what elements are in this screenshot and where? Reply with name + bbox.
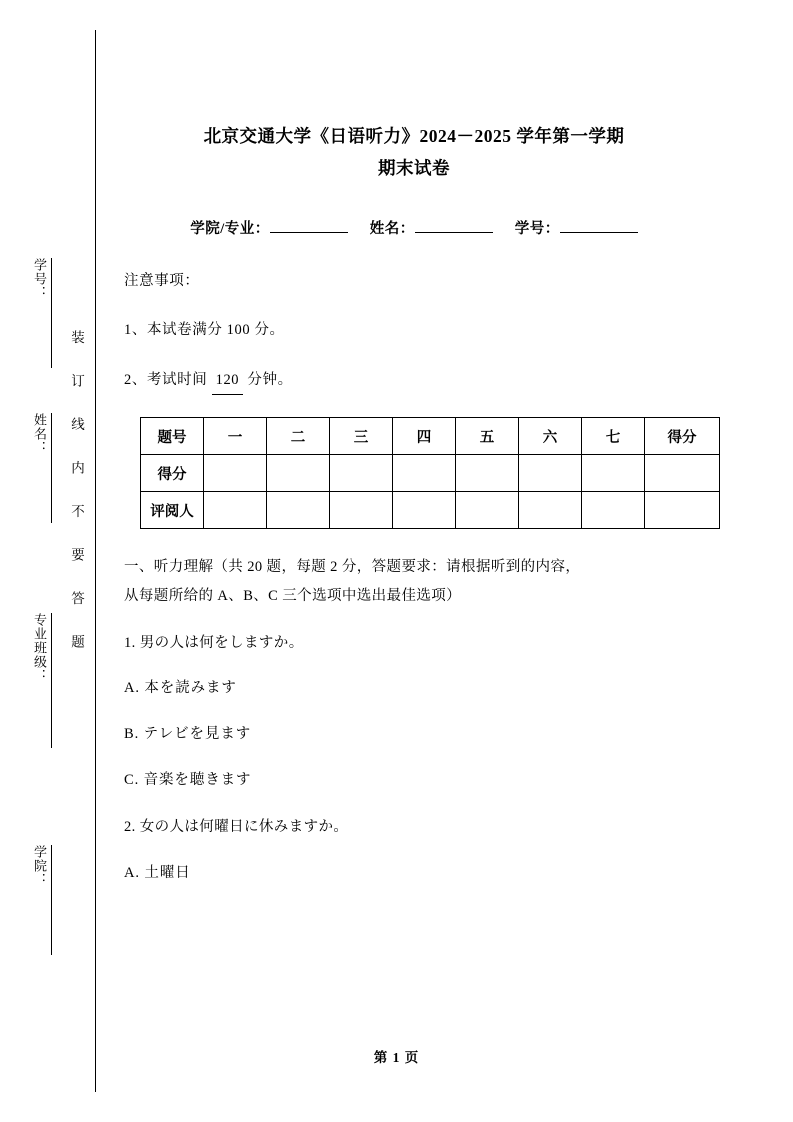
score-cell[interactable] xyxy=(456,455,519,492)
section-heading xyxy=(124,553,704,610)
score-cell[interactable] xyxy=(645,492,720,529)
question-1-option-b[interactable]: B. テレビを見ます xyxy=(124,726,252,743)
score-cell[interactable] xyxy=(267,455,330,492)
score-cell: 六 xyxy=(519,418,582,455)
exam-content xyxy=(124,0,704,902)
section-heading-line1: 一、听力理解（共 20 题，每题 2 分，答题要求：请根据听到的内容， xyxy=(124,559,581,576)
field-label-college: 学院/专业： xyxy=(190,220,270,237)
exam-title-line2: 期末试卷 xyxy=(378,158,450,179)
sidebar-field-college: 学院： xyxy=(30,845,52,955)
sidebar-field-student-name: 姓名： xyxy=(30,413,52,523)
score-row-label: 评阅人 xyxy=(141,492,204,529)
score-cell: 五 xyxy=(456,418,519,455)
score-cell: 二 xyxy=(267,418,330,455)
question-2: 2. 女の人は何曜日に休みますか。 xyxy=(124,819,349,836)
notice-item-2-suffix: 分钟。 xyxy=(247,371,293,388)
header-fields-row xyxy=(124,217,704,238)
table-row xyxy=(141,492,720,529)
page-title xyxy=(124,0,704,185)
score-cell[interactable] xyxy=(267,492,330,529)
score-cell: 七 xyxy=(582,418,645,455)
table-row xyxy=(141,455,720,492)
field-blank-name[interactable] xyxy=(415,232,493,233)
field-label-id: 学号： xyxy=(514,220,560,237)
score-cell[interactable] xyxy=(393,455,456,492)
score-cell[interactable] xyxy=(519,492,582,529)
binding-inner-note: 装订线内不要答题 xyxy=(69,330,84,678)
score-row-label: 得分 xyxy=(141,455,204,492)
score-cell[interactable] xyxy=(330,492,393,529)
page-footer: 第 1 页 xyxy=(373,1050,420,1065)
field-blank-id[interactable] xyxy=(560,232,638,233)
sidebar-field-class: 专业班级： xyxy=(30,613,52,748)
score-cell[interactable] xyxy=(519,455,582,492)
score-cell[interactable] xyxy=(456,492,519,529)
exam-title-line1: 北京交通大学《日语听力》2024－2025 学年第一学期 xyxy=(203,126,625,146)
question-2-option-a[interactable]: A. 土曜日 xyxy=(124,864,191,881)
table-row xyxy=(141,418,720,455)
score-cell: 四 xyxy=(393,418,456,455)
question-1-option-c[interactable]: C. 音楽を聴きます xyxy=(124,771,252,788)
score-cell: 一 xyxy=(204,418,267,455)
score-cell[interactable] xyxy=(582,455,645,492)
question-1: 1. 男の人は何をしますか。 xyxy=(124,634,304,651)
score-cell[interactable] xyxy=(582,492,645,529)
section-heading-line2: 从每题所给的 A、B、C 三个选项中选出最佳选项） xyxy=(124,587,462,604)
field-blank-college[interactable] xyxy=(270,232,348,233)
score-cell[interactable] xyxy=(204,455,267,492)
score-cell: 三 xyxy=(330,418,393,455)
score-cell[interactable] xyxy=(330,455,393,492)
score-table xyxy=(140,417,720,529)
question-1-option-a[interactable]: A. 本を読みます xyxy=(124,680,237,697)
notice-item-1: 1、本试卷满分 100 分。 xyxy=(124,322,285,339)
binding-line xyxy=(95,30,96,1092)
exam-duration-value: 120 xyxy=(212,367,244,396)
field-label-name: 姓名： xyxy=(369,220,415,237)
score-cell[interactable] xyxy=(393,492,456,529)
notice-item-2-prefix: 2、考试时间 xyxy=(124,371,208,388)
score-cell[interactable] xyxy=(204,492,267,529)
score-row-label: 题号 xyxy=(141,418,204,455)
score-total-header: 得分 xyxy=(645,418,720,455)
notice-item-2 xyxy=(124,367,704,396)
notice-heading: 注意事项： xyxy=(124,272,200,289)
sidebar-field-student-id: 学号： xyxy=(30,258,52,368)
score-cell[interactable] xyxy=(645,455,720,492)
